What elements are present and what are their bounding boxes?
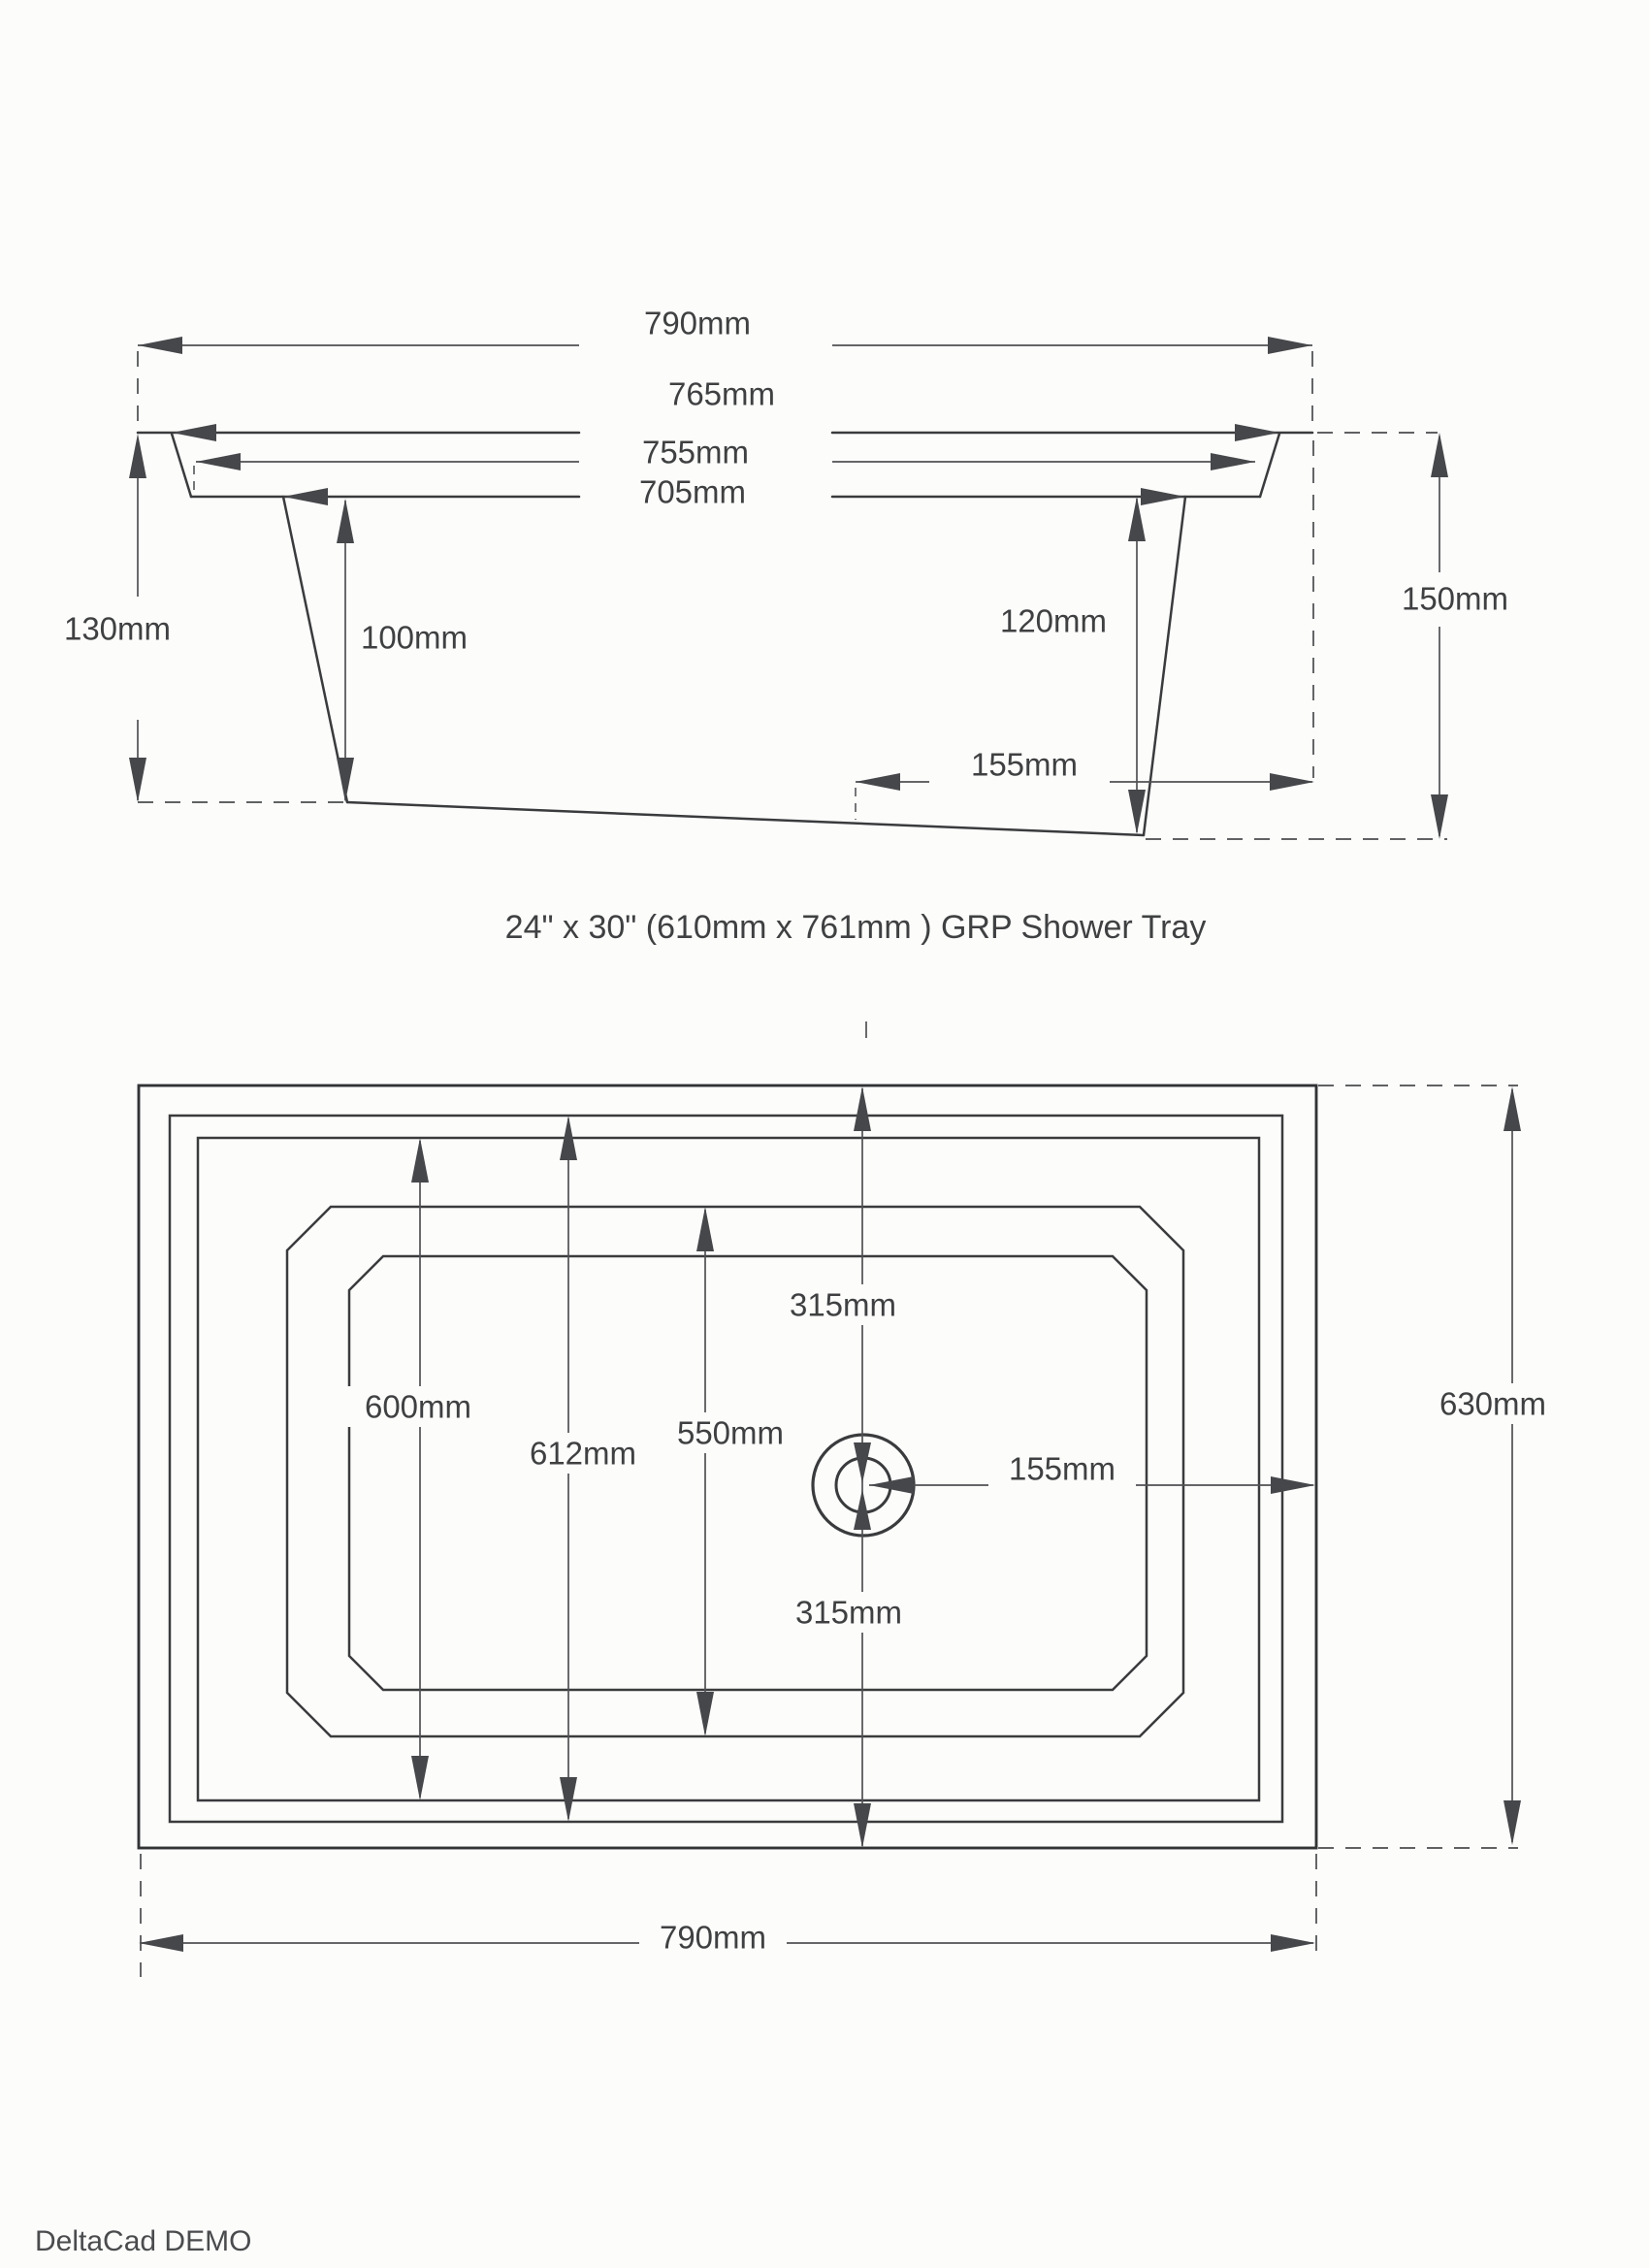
plan-outlines [139,1085,1316,1848]
section-view [44,306,1529,840]
dim-label-height-612: 612mm [529,1435,637,1472]
dim-label-right-inner-depth: 120mm [999,602,1108,639]
dim-label-rim-width: 765mm [667,375,776,412]
section-labels [64,306,1508,783]
dim-label-drain-to-edge: 155mm [1008,1450,1116,1487]
deltacad-demo-watermark: DeltaCad DEMO [35,2225,252,2257]
dim-label-inner-depth: 100mm [360,619,469,656]
section-extension-lines [138,351,1447,839]
plan-extension-lines [141,1085,1518,1977]
drawing-title: 24" x 30" (610mm x 761mm ) GRP Shower Tray [504,909,1207,946]
dim-label-mid-width: 755mm [641,434,750,470]
outer-rim-outline [139,1085,1316,1848]
section-dimension-lines [138,345,1439,836]
plan-labels [365,1287,1546,1956]
dim-label-drain-offset: 155mm [970,746,1079,783]
dim-label-right-height: 150mm [1401,580,1509,617]
dim-label-left-depth: 130mm [63,610,172,647]
dim-label-top-to-drain: 315mm [789,1286,897,1323]
dim-label-height-600: 600mm [364,1388,472,1425]
dim-label-base-width: 705mm [638,473,747,510]
dim-label-overall-height: 630mm [1439,1385,1547,1422]
plan-label-masks [344,1284,1567,1958]
dim-label-overall-width: 790mm [643,305,752,341]
dim-label-bottom-to-drain: 315mm [794,1594,903,1631]
section-arrowheads [129,337,1448,839]
plan-dimension-lines [141,1021,1512,1943]
dim-label-height-550: 550mm [676,1414,785,1451]
section-label-masks [44,578,1529,649]
dim-label-plan-width: 790mm [659,1919,767,1956]
plan-view [139,1021,1567,1977]
